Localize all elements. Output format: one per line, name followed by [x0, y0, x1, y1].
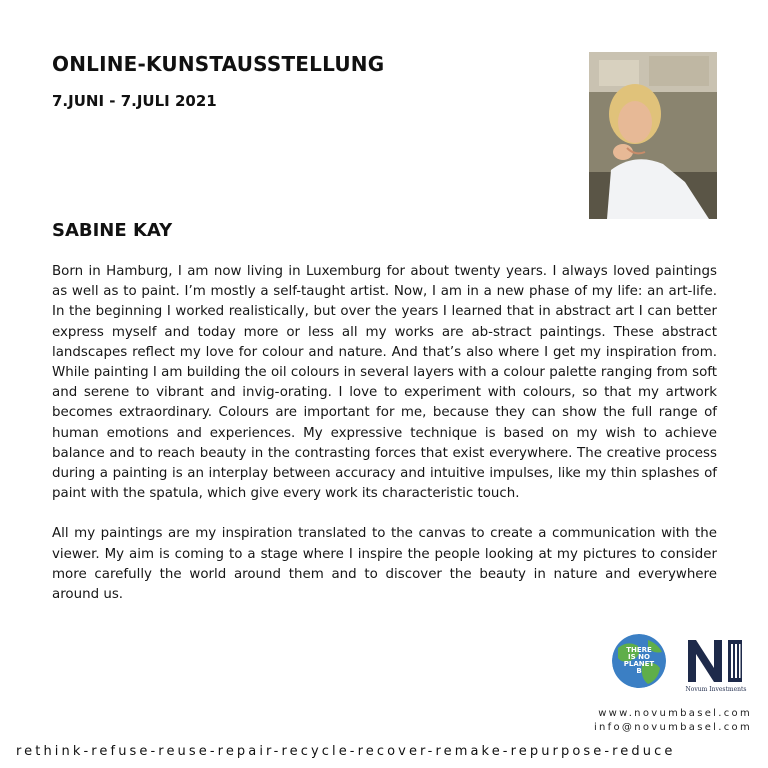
email-link[interactable]: info@novumbasel.com: [593, 722, 752, 733]
artist-portrait: [589, 52, 717, 219]
website-link[interactable]: www.novumbasel.com: [598, 708, 752, 719]
artist-name: SABINE KAY: [52, 220, 173, 241]
footer-slogan: rethink-refuse-reuse-repair-recycle-recover-remake-repurpose-reduce: [16, 744, 676, 759]
contact-info: [594, 707, 752, 735]
sponsor-logos: [612, 634, 752, 696]
no-planet-b-logo: [612, 634, 666, 688]
bio-paragraph: Born in Hamburg, I am now living in Luxemburg for about twenty years. I always loved paintings as well as to paint. I’m mostly a self-taught artist. Now, I am in a new phase of my life: an art-life. In the beginning I worked realistically, but over the years I learned that in abstract art I can better express myself and today more or less all my works are ab-stract paintings. These abstract landscapes reflect my love for colour and nature. And that’s also where I get my inspiration from. While painting I am building the oil colours in several layers with a colour palette ranging from soft and serene to vibrant and invig-orating. I love to experiment with colours, so that my artwork becomes extraordinary. Colours are important for me, because they can show the full range of human emotions and experiences. My expressive technique is based on my wish to achieve balance and to reach beauty in the contrasting forces that exist everywhere. The creative process during a painting is an interplay between accuracy and intuitive impulses, like my thin splashes of paint with the spatula, which give every work its characteristic touch.: [52, 264, 717, 502]
planet-logo-text: THERE IS NO PLANET B: [623, 646, 655, 675]
bio-paragraph: All my paintings are my inspiration translated to the canvas to create a communication with the viewer. My aim is coming to a stage where I inspire the people looking at my pictures to consider more carefully the world around them and to discover the beauty in nature and everywhere around us.: [52, 526, 717, 603]
artist-biography: [52, 262, 717, 625]
novum-logo-caption: Novum Investments: [685, 686, 747, 693]
exhibition-dates: 7.JUNI - 7.JULI 2021: [52, 92, 217, 110]
exhibition-title: ONLINE-KUNSTAUSSTELLUNG: [52, 52, 385, 76]
